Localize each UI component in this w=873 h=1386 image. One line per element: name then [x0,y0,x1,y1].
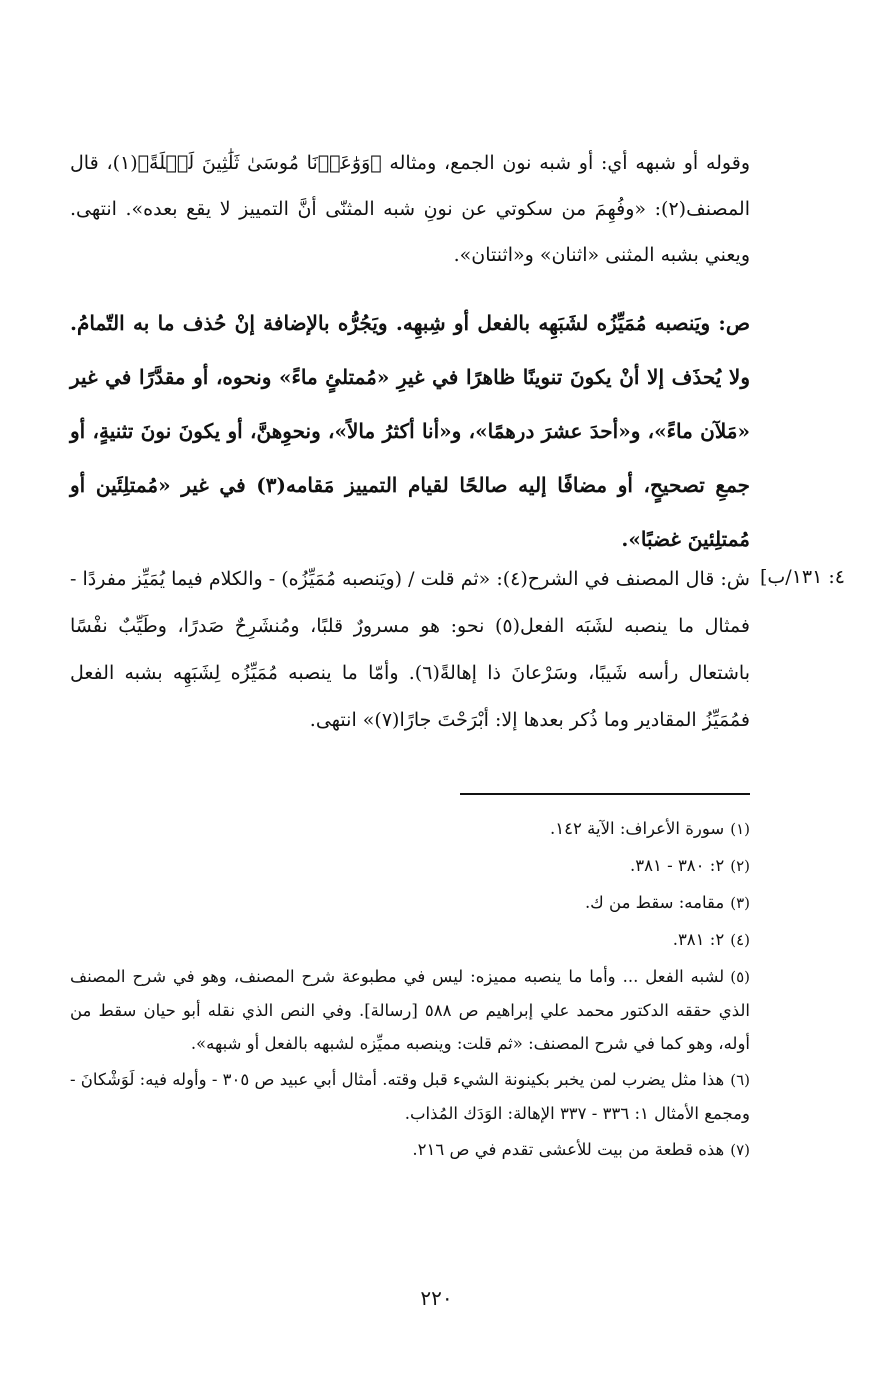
footnote-number: (٥) [730,968,750,986]
footnote-number: (٦) [730,1071,750,1089]
body-paragraph-matn: ص: ويَنصبه مُمَيِّزُه لشَبَهِه بالفعل أو شِبهِه. ويَجُرُّه بالإضافة إنْ حُذف ما به التّمامُ. ولا يُحذَف إلا أنْ يكونَ تنوينًا ظاهرًا في غيرِ «مُمتلئٍ ماءً» ونحوه، أو مقدَّرًا في غير «مَلآن ماءً»، و«أحدَ عشرَ درهمًا»، و«أنا أكثرُ مالاً»، ونحوِهنَّ، أو يكونَ نونَ تثنيةٍ، أو جمعِ تصحيحٍ، أو مضافًا إليه صالحًا لقيام التمييز مَقامه(٣) في غير «مُمتلِئَين أو مُمتلِئينَ غضبًا». [70,311,750,551]
footnote-text: ٢: ٣٨٠ - ٣٨١. [630,856,725,875]
footnote-item [70,812,750,846]
manuscript-folio-marker: ٤: ١٣١/ب] [760,566,845,588]
footnote-text: ٢: ٣٨١. [672,930,725,949]
page-number: ٢٢٠ [420,1286,453,1310]
footnote-item [70,849,750,883]
footnote-item [70,923,750,957]
body-paragraph-sharh: ش: قال المصنف في الشرح(٤): «ثم قلت / (ويَنصبه مُمَيِّزُه) - والكلام فيما يُمَيِّز مفردًا - فمثال ما ينصبه لشَبَه الفعل(٥) نحو: هو مسرورٌ قلبًا، ومُنشَرِحٌ صَدرًا، وطَيِّبٌ نفْسًا باشتعال رأسه شَيبًا، وسَرْعانَ ذا إهالةً(٦). وأمّا ما ينصبه مُمَيِّزُه لِشَبَهِه بشبه الفعل فمُمَيِّزُ المقادير وما ذُكر بعدها إلا: أبْرَحْتَ جارًا(٧)» انتهى. [70,568,751,731]
footnote-divider [460,793,750,795]
footnote-item [70,1063,750,1130]
footnote-number: (٤) [730,931,750,949]
footnote-text: هذه قطعة من بيت للأعشى تقدم في ص ٢١٦. [412,1140,725,1159]
footnote-item [70,886,750,920]
footnote-number: (١) [730,820,750,838]
footnote-number: (٢) [730,857,750,875]
body-paragraph-commentary: وقوله أو شبهه أي: أو شبه نون الجمع، ومثاله ﴿وَوَٰعَدۡنَا مُوسَىٰ ثَلَٰثِينَ لَيۡلَةً﴾(١)، قال المصنف(٢): «وفُهِمَ من سكوتي عن نونِ شبه المثنّى أنَّ التمييز لا يقع بعده». انتهى. ويعني بشبه المثنى «اثنان» و«اثنتان». [70,152,750,266]
footnote-item [70,1133,750,1167]
footnote-text: هذا مثل يضرب لمن يخبر بكينونة الشيء قبل وقته. أمثال أبي عبيد ص ٣٠٥ - وأوله فيه: لَوَشْكانَ - ومجمع الأمثال ١: ٣٣٦ - ٣٣٧ الإهالة: الوَدَك المُذاب. [69,1070,750,1123]
footnotes-list [70,812,750,1170]
footnote-text: سورة الأعراف: الآية ١٤٢. [550,819,725,838]
footnote-number: (٧) [730,1141,750,1159]
footnote-text: لشبه الفعل ... وأما ما ينصبه مميزه: ليس في مطبوعة شرح المصنف، وهو في شرح المصنف الذي حققه الدكتور محمد علي إبراهيم ص ٥٨٨ [رسالة]. وفي النص الذي نقله أبو حيان سقط من أوله، وهو كما في شرح المصنف: «ثم قلت: وينصبه مميِّزه لشبهه بالفعل أو شبهه». [70,967,750,1053]
footnote-text: مقامه: سقط من ك. [584,893,725,912]
footnote-item [70,960,750,1060]
footnote-number: (٣) [730,894,750,912]
